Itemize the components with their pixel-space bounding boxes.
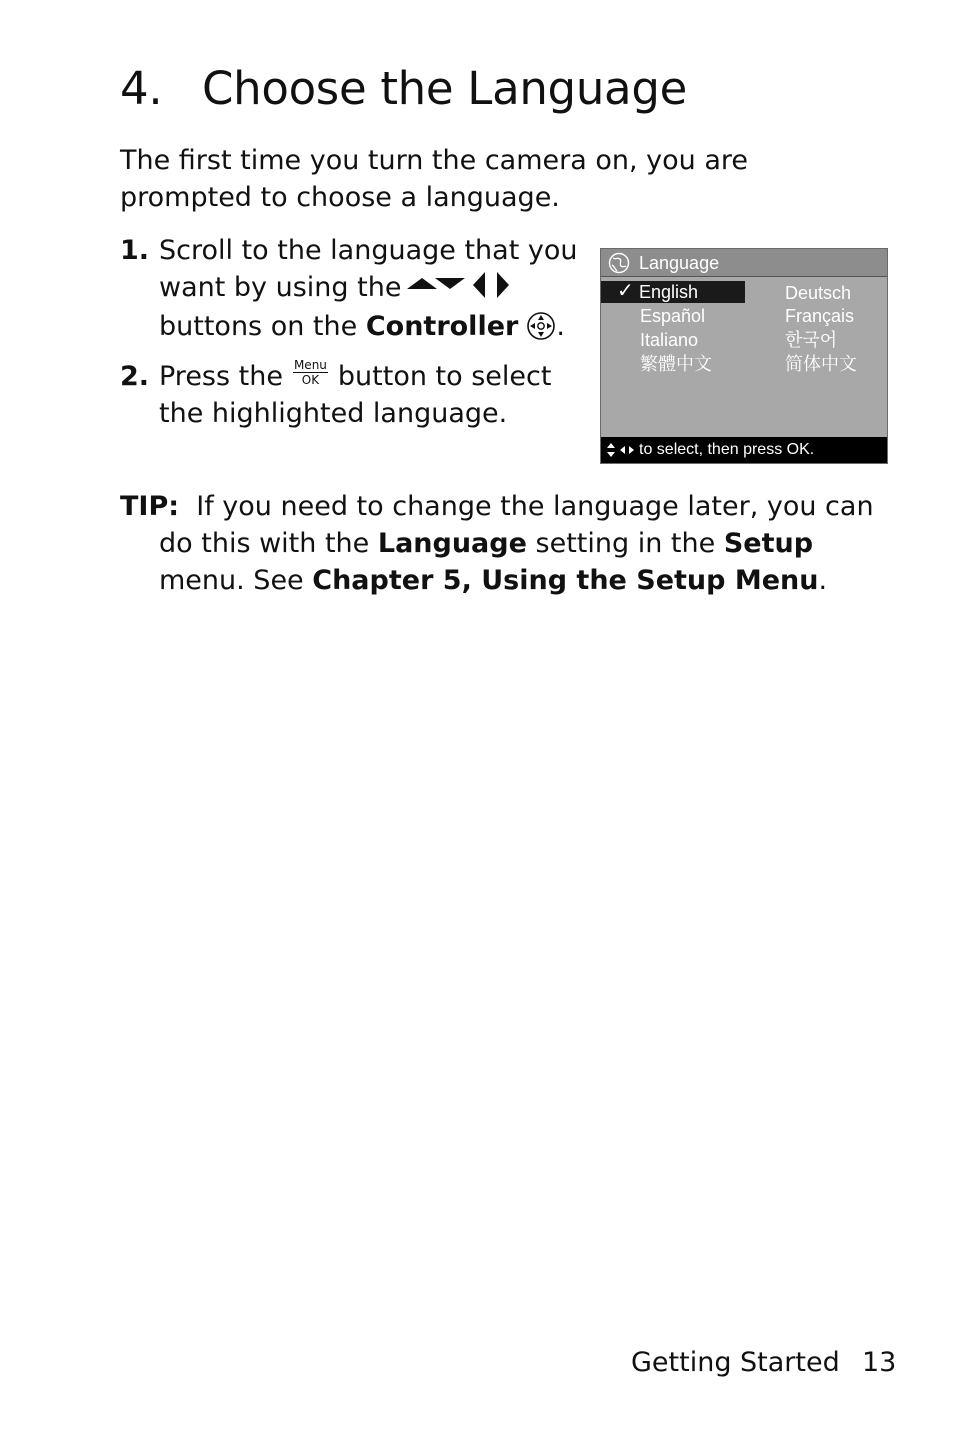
language-label: English [639, 282, 699, 302]
controller-label: Controller [365, 311, 519, 342]
step-1 [120, 232, 590, 351]
step-2 [120, 358, 590, 432]
language-option-espanol[interactable]: Español [640, 306, 706, 326]
step-1-text-before: Scroll to the language that you want by using the [159, 235, 578, 303]
controller-icon [526, 311, 556, 351]
section-number: 4. [120, 62, 163, 115]
tip-text-2: setting in the [535, 528, 716, 559]
tip-bold-language: Language [377, 528, 527, 559]
step-1-text-mid: buttons on the [159, 311, 358, 342]
language-option-traditional-chinese[interactable]: 繁體中文 [640, 354, 712, 374]
language-option-italiano[interactable]: Italiano [640, 330, 699, 350]
step-2-text-after: button to select the highlighted language. [159, 361, 552, 429]
tip-bold-setup: Setup [723, 528, 814, 559]
language-option-simplified-chinese[interactable]: 简体中文 [785, 354, 857, 374]
footer-page-number: 13 [862, 1347, 897, 1378]
menu-ok-top: Menu [293, 358, 327, 372]
direction-arrows-icon [606, 442, 636, 463]
tip-text-1: If you need to change the language later, you can do this with the [159, 491, 874, 559]
menu-ok-bottom: OK [301, 373, 320, 387]
language-option-korean[interactable]: 한국어 [785, 330, 838, 350]
tip-text-4: . [818, 565, 828, 596]
tip-text-3: menu. See [159, 565, 304, 596]
footer-section-name: Getting Started [631, 1347, 840, 1378]
section-title: Choose the Language [202, 62, 687, 115]
language-option-deutsch[interactable]: Deutsch [785, 283, 852, 303]
menu-ok-button-icon [293, 359, 328, 386]
lcd-title-bar [601, 249, 887, 277]
tip-label: TIP: [120, 491, 180, 522]
step-number: 1. [120, 235, 150, 266]
step-1-period: . [556, 311, 565, 342]
language-option-francais[interactable]: Français [785, 306, 855, 326]
tip-chapter-reference: Chapter 5, Using the Setup Menu [312, 565, 819, 596]
lcd-title: Language [639, 253, 720, 273]
step-number: 2. [120, 361, 150, 392]
intro-paragraph: The first time you turn the camera on, you are prompted to choose a language. [120, 145, 749, 213]
lcd-footer-text: to select, then press OK. [639, 441, 815, 458]
language-option-english[interactable] [601, 281, 745, 303]
camera-language-screen [600, 248, 888, 464]
steps-list [120, 232, 590, 439]
check-icon: ✓ [617, 280, 634, 302]
tip-paragraph [120, 488, 880, 599]
page-title [120, 62, 687, 115]
lcd-footer-bar [601, 437, 887, 463]
globe-icon [608, 252, 630, 279]
step-2-text-before: Press the [159, 361, 283, 392]
arrow-buttons-icon [407, 271, 515, 308]
